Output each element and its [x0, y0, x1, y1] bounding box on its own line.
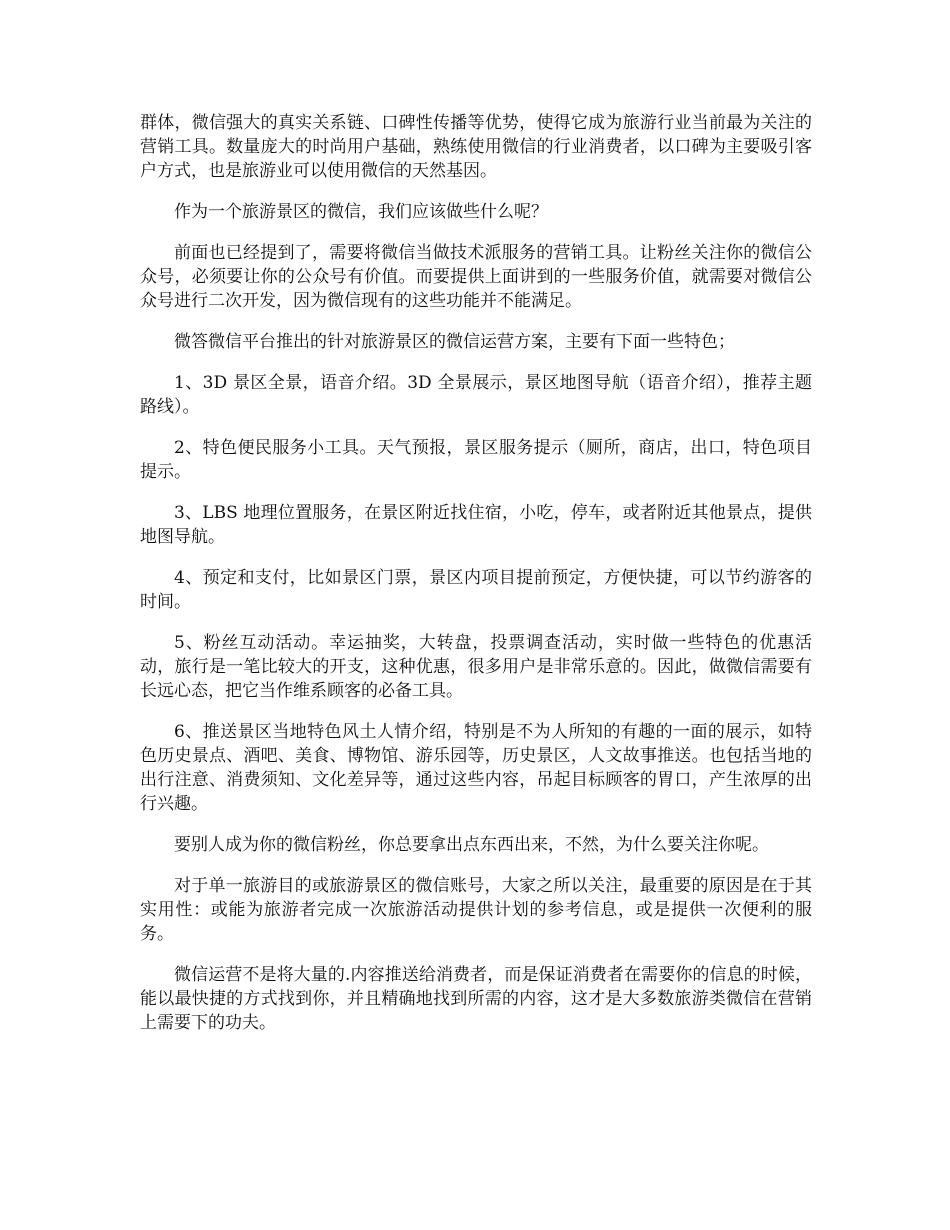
paragraph-5: 要别人成为你的微信粉丝，你总要拿出点东西出来，不然，为什么要关注你呢。	[174, 835, 769, 855]
paragraph-2: 作为一个旅游景区的微信，我们应该做些什么呢？	[174, 202, 548, 222]
paragraph-6: 对于单一旅游目的或旅游景区的微信账号，大家之所以关注，最重要的原因是在于其实用性：或能为旅游者完成一次旅游活动提供计划的参考信息，或是提供一次便利的服务。	[140, 876, 812, 944]
list-item-1: 1、3D 景区全景，语音介绍。3D 全景展示，景区地图导航（语音介绍），推荐主题路线）。	[140, 373, 812, 417]
list-item-5: 5、粉丝互动活动。幸运抽奖，大转盘，投票调查活动，实时做一些特色的优惠活动，旅行是一笔比较大的开支，这种优惠，很多用户是非常乐意的。因此，做微信需要有长远心态，把它当作维系顾客的必备工具。	[140, 633, 812, 701]
list-item-4: 4、预定和支付，比如景区门票，景区内项目提前预定，方便快捷，可以节约游客的时间。	[140, 568, 812, 612]
paragraph-1: 群体，微信强大的真实关系链、口碑性传播等优势，使得它成为旅游行业当前最为关注的营销工具。数量庞大的时尚用户基础，熟练使用微信的行业消费者，以口碑为主要吸引客户方式，也是旅游业可以使用微信的天然基因。	[140, 113, 812, 181]
list-item-2: 2、特色便民服务小工具。天气预报，景区服务提示（厕所，商店，出口，特色项目提示。	[140, 438, 812, 482]
list-item-6: 6、推送景区当地特色风土人情介绍，特别是不为人所知的有趣的一面的展示，如特色历史景点、酒吧、美食、博物馆、游乐园等，历史景区，人文故事推送。也包括当地的出行注意、消费须知、文化差异等，通过这些内容，吊起目标顾客的胃口，产生浓厚的出行兴趣。	[140, 722, 812, 814]
paragraph-4: 微答微信平台推出的针对旅游景区的微信运营方案，主要有下面一些特色；	[174, 332, 735, 352]
list-item-3: 3、LBS 地理位置服务，在景区附近找住宿，小吃，停车，或者附近其他景点，提供地图导航。	[140, 503, 812, 547]
paragraph-3: 前面也已经提到了，需要将微信当做技术派服务的营销工具。让粉丝关注你的微信公众号，必须要让你的公众号有价值。而要提供上面讲到的一些服务价值，就需要对微信公众号进行二次开发，因为微信现有的这些功能并不能满足。	[140, 243, 812, 311]
document-body	[140, 111, 812, 1052]
paragraph-7: 微信运营不是将大量的.内容推送给消费者，而是保证消费者在需要你的信息的时候，能以最快捷的方式找到你，并且精确地找到所需的内容，这才是大多数旅游类微信在营销上需要下的功夫。	[140, 965, 812, 1033]
